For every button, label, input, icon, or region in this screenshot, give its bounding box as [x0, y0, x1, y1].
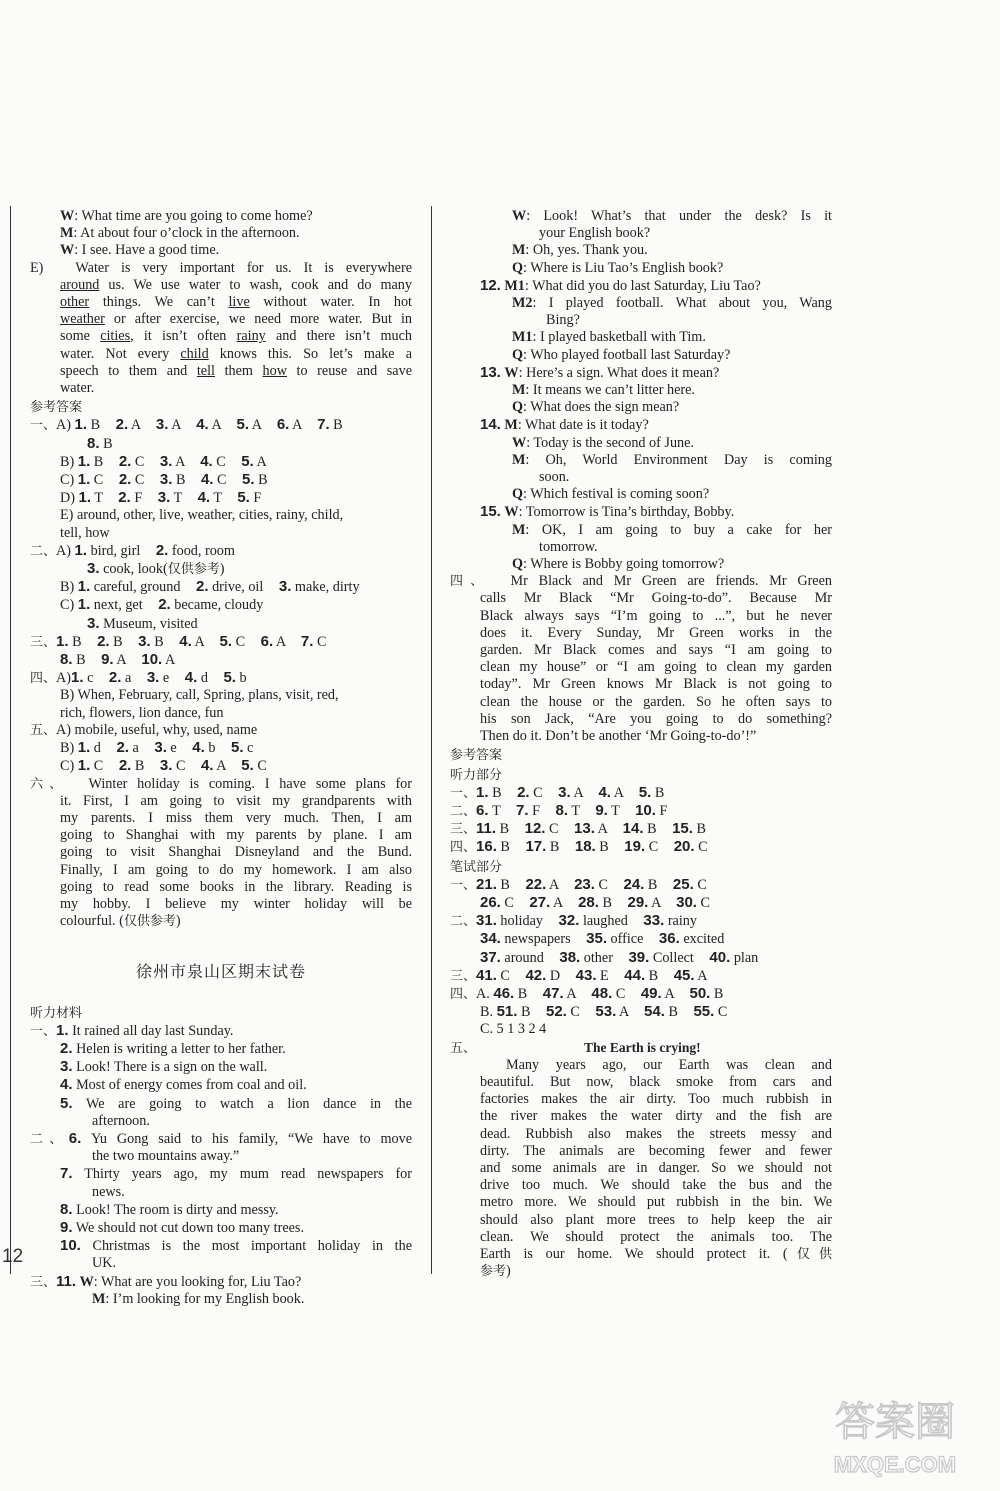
- watermark-main: 答案圈: [835, 1399, 955, 1445]
- left-line: M: I’m looking for my English book.: [92, 1290, 305, 1307]
- left-line: 五、A) mobile, useful, why, used, name: [30, 721, 258, 738]
- right-line: M: Oh, World Environment Day is coming: [512, 451, 832, 468]
- right-line: calls Mr Black “Mr Going-to-do”. Because Mr: [480, 590, 832, 607]
- left-line: 8. B: [87, 434, 113, 452]
- left-line: going to read some books in the library. Reading is: [60, 878, 412, 895]
- left-line: 5. We are going to watch a lion dance in the: [60, 1094, 412, 1112]
- right-line: Q: Where is Bobby going tomorrow?: [512, 556, 725, 573]
- right-line: clean the house or the garden. So he often says to: [480, 693, 832, 710]
- right-line: 二、31. holiday 32. laughed 33. rainy: [450, 912, 697, 930]
- left-line: 3. Museum, visited: [87, 614, 198, 632]
- left-line: my hobby. I believe my winter holiday will be: [60, 895, 412, 912]
- right-line: soon.: [539, 469, 570, 486]
- left-line: 8. B 9. A 10. A: [60, 651, 176, 669]
- left-line: 4. Most of energy comes from coal and oil.: [60, 1076, 307, 1094]
- left-line: going to Shanghai with my parents by plane. I am: [60, 827, 412, 844]
- left-line: UK.: [92, 1255, 117, 1272]
- right-line: factories makes the air dirty. Too much rubbish in: [480, 1091, 832, 1108]
- right-line: tomorrow.: [539, 538, 598, 555]
- left-line: 三、11. W: What are you looking for, Liu Tao?: [30, 1272, 302, 1290]
- left-line: 7. Thirty years ago, my mum read newspapers for: [60, 1165, 412, 1183]
- left-line: W: I see. Have a good time.: [60, 242, 220, 259]
- left-line: 三、1. B 2. B 3. B 4. A 5. C 6. A 7. C: [30, 632, 327, 650]
- left-line: C) 1. C 2. C 3. B 4. C 5. B: [60, 471, 268, 489]
- left-line: 8. Look! The room is dirty and messy.: [60, 1200, 279, 1218]
- right-line: drive too much. We should take the bus and the: [480, 1177, 832, 1194]
- right-line: 15. W: Tomorrow is Tina’s birthday, Bobby.: [480, 503, 735, 521]
- right-line: 五、 The Earth is crying!: [450, 1039, 701, 1056]
- watermark-logo: [800, 1390, 990, 1485]
- left-line: news.: [92, 1183, 125, 1200]
- right-line: does it. Every Sunday, Mr Green works in the: [480, 624, 832, 641]
- left-line: other things. We can’t live without water. In hot: [60, 294, 412, 311]
- right-line: Q: What does the sign mean?: [512, 399, 680, 416]
- right-line: your English book?: [539, 225, 651, 242]
- left-line: water.: [60, 380, 95, 397]
- right-line: 听力部分: [450, 767, 503, 783]
- right-line: 参考答案: [450, 748, 503, 764]
- left-line: E) around, other, live, weather, cities, rainy, child,: [60, 507, 344, 524]
- right-line: 34. newspapers 35. office 36. excited: [480, 930, 725, 948]
- watermark-url: MXQE.COM: [833, 1452, 957, 1477]
- left-line: B) 1. d 2. a 3. e 4. b 5. c: [60, 739, 254, 757]
- right-line: the river makes the water dirty and the fish are: [480, 1108, 832, 1125]
- right-line: W: Look! What’s that under the desk? Is it: [512, 208, 832, 224]
- left-line: 3. Look! There is a sign on the wall.: [60, 1058, 268, 1076]
- left-line: 9. We should not cut down too many trees.: [60, 1218, 304, 1236]
- right-line: 一、1. B 2. C 3. A 4. A 5. B: [450, 783, 665, 801]
- right-line: M: It means we can’t litter here.: [512, 382, 695, 399]
- left-line: afternoon.: [92, 1112, 150, 1129]
- right-line: metro more. We should put rubbish in the bin. We: [480, 1194, 832, 1211]
- right-line: 14. M: What date is it today?: [480, 416, 649, 434]
- right-line: 12. M1: What did you do last Saturday, Liu Tao?: [480, 276, 761, 294]
- right-line: 四、 Mr Black and Mr Green are friends. Mr Green: [450, 573, 832, 590]
- left-line: 徐州市泉山区期末试卷: [135, 962, 306, 982]
- left-line: colourful. (仅供参考): [60, 913, 181, 930]
- right-line: today”. Mr Green knows Mr Black is not going to: [480, 676, 832, 693]
- left-line: my parents. I miss them very much. Then, I am: [60, 809, 412, 826]
- right-line: C. 5 1 3 2 4: [480, 1021, 547, 1038]
- left-line: 一、A) 1. B 2. A 3. A 4. A 5. A 6. A 7. B: [30, 416, 343, 434]
- right-line: 参考): [480, 1263, 511, 1280]
- left-line: speech to them and tell them how to reuse and save: [60, 362, 412, 379]
- right-line: Q: Where is Liu Tao’s English book?: [512, 259, 724, 276]
- left-column: [30, 208, 412, 1308]
- page-number: 12: [2, 1246, 24, 1267]
- right-line: Q: Which festival is coming soon?: [512, 486, 710, 503]
- left-line: W: What time are you going to come home?: [60, 208, 313, 224]
- left-line: water. Not every child knows this. So let’s make a: [60, 345, 412, 362]
- right-line: Bing?: [546, 312, 580, 329]
- left-line: B) 1. B 2. C 3. A 4. C 5. A: [60, 452, 267, 470]
- left-line: 10. Christmas is the most important holiday in the: [60, 1237, 412, 1255]
- right-line: 26. C 27. A 28. B 29. A 30. C: [480, 893, 710, 911]
- right-line: 四、16. B 17. B 18. B 19. C 20. C: [450, 838, 708, 856]
- left-line: B) When, February, call, Spring, plans, visit, red,: [60, 687, 339, 704]
- right-line: M2: I played football. What about you, Wang: [512, 295, 832, 312]
- right-line: his son Jack, “Are you going to do something?: [480, 710, 832, 727]
- right-line: clean my house” or “I am going to clean my garden: [480, 659, 832, 676]
- left-line: 四、A)1. c 2. a 3. e 4. d 5. b: [30, 669, 247, 687]
- left-line: tell, how: [60, 524, 110, 541]
- left-line: 2. Helen is writing a letter to her father.: [60, 1039, 286, 1057]
- left-line: some cities, it isn’t often rainy and there isn’t much: [60, 328, 413, 345]
- right-line: Earth is our home. We should protect it. (仅供: [480, 1245, 832, 1262]
- right-line: 二、6. T 7. F 8. T 9. T 10. F: [450, 801, 668, 819]
- left-line: Finally, I am going to do my homework. I am also: [60, 861, 412, 878]
- right-line: garden. Mr Black comes and says “I am going to: [480, 642, 832, 659]
- left-line: B) 1. careful, ground 2. drive, oil 3. make, dirty: [60, 578, 360, 596]
- right-line: 三、41. C 42. D 43. E 44. B 45. A: [450, 966, 708, 984]
- left-margin-rule: [10, 206, 11, 1274]
- left-line: M: At about four o’clock in the afternoon.: [60, 225, 300, 242]
- left-line: 3. cook, look(仅供参考): [87, 560, 225, 578]
- right-line: and some animals are in danger. So we should not: [480, 1159, 832, 1176]
- right-line: Then do it. Don’t be another ‘Mr Going-to-do’!”: [480, 728, 757, 745]
- left-line: D) 1. T 2. F 3. T 4. T 5. F: [60, 489, 262, 507]
- left-line: rich, flowers, lion dance, fun: [60, 704, 224, 721]
- left-line: 听力材料: [30, 1005, 83, 1021]
- left-line: C) 1. next, get 2. became, cloudy: [60, 596, 264, 614]
- left-line: weather or after exercise, we need more water. But in: [60, 311, 412, 328]
- right-line: B. 51. B 52. C 53. A 54. B 55. C: [480, 1003, 728, 1021]
- left-line: 六、 Winter holiday is coming. I have some plans for: [30, 775, 412, 792]
- left-line: 参考答案: [30, 400, 83, 416]
- left-line: going to visit Shanghai Disneyland and the Bund.: [60, 844, 412, 861]
- left-line: 二、6. Yu Gong said to his family, “We have to move: [30, 1129, 412, 1147]
- left-line: 一、1. It rained all day last Sunday.: [30, 1021, 234, 1039]
- right-line: Many years ago, our Earth was clean and: [506, 1056, 832, 1073]
- right-line: 13. W: Here’s a sign. What does it mean?: [480, 363, 720, 381]
- right-line: beautiful. But now, black smoke from cars and: [480, 1073, 832, 1090]
- right-line: 37. around 38. other 39. Collect 40. plan: [480, 948, 759, 966]
- column-divider: [431, 206, 432, 1274]
- right-column: [450, 208, 832, 1280]
- right-line: 一、21. B 22. A 23. C 24. B 25. C: [450, 875, 707, 893]
- left-line: 二、A) 1. bird, girl 2. food, room: [30, 541, 235, 559]
- left-line: the two mountains away.”: [92, 1148, 240, 1165]
- right-line: clean. We should protect the animals too. The: [480, 1228, 832, 1245]
- right-line: dead. Rubbish also makes the streets messy and: [480, 1125, 832, 1142]
- right-line: should also plant more trees to help keep the air: [480, 1211, 832, 1228]
- right-line: dirty. The animals are becoming fewer and fewer: [480, 1142, 832, 1159]
- right-line: Q: Who played football last Saturday?: [512, 346, 731, 363]
- right-line: M: Oh, yes. Thank you.: [512, 242, 648, 259]
- right-line: W: Today is the second of June.: [512, 434, 694, 451]
- right-line: M1: I played basketball with Tim.: [512, 329, 706, 346]
- left-line: E) Water is very important for us. It is everywhere: [30, 259, 412, 276]
- left-line: around us. We use water to wash, cook and do many: [60, 276, 412, 293]
- right-line: 四、A. 46. B 47. A 48. C 49. A 50. B: [450, 984, 724, 1002]
- right-line: 笔试部分: [450, 859, 503, 875]
- left-line: C) 1. C 2. B 3. C 4. A 5. C: [60, 757, 267, 775]
- right-line: M: OK, I am going to buy a cake for her: [512, 521, 832, 538]
- right-line: 三、11. B 12. C 13. A 14. B 15. B: [450, 820, 706, 838]
- left-line: it. First, I am going to visit my grandparents with: [60, 792, 412, 809]
- right-line: Black always says “I’m going to ...”, but he never: [480, 607, 832, 624]
